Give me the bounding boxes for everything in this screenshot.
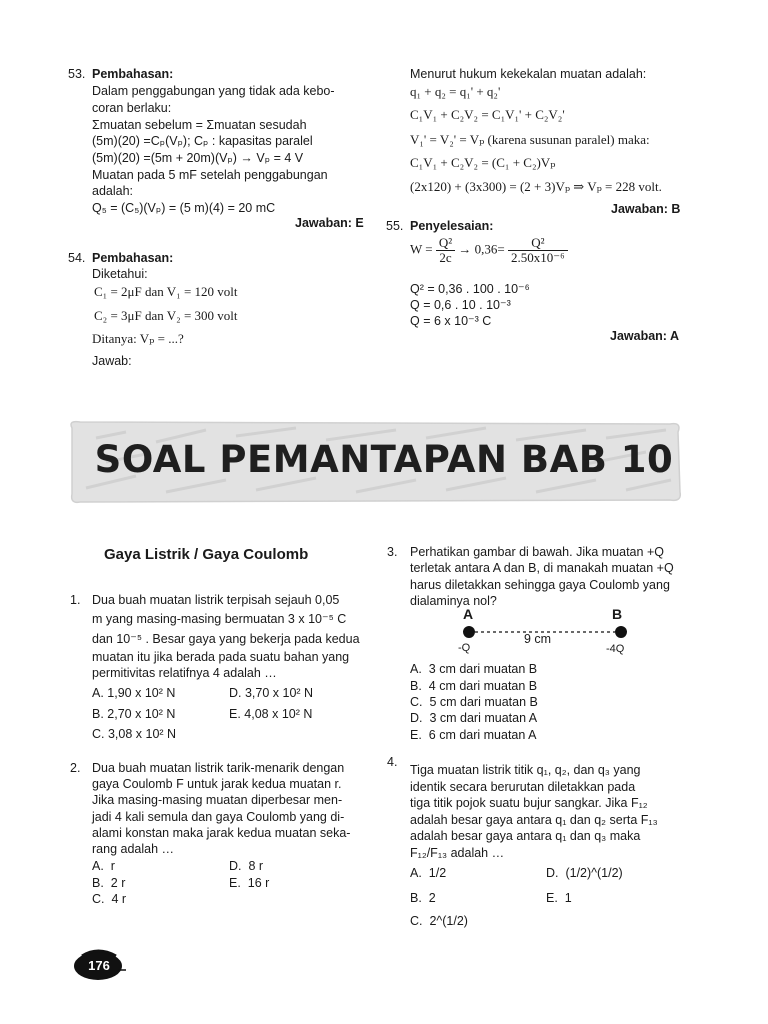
problem-2-line: alami konstan maka jarak kedua muatan seka- <box>92 826 351 840</box>
problem-2-line: Jika masing-masing muatan diperbesar men- <box>92 793 343 807</box>
option-text: 4 cm dari muatan B <box>428 679 538 693</box>
option-key: C. <box>92 892 105 906</box>
option-key: D. <box>229 686 242 700</box>
page-number: 176 <box>88 958 110 973</box>
q55-line: Q = 0,6 . 10 . 10⁻³ <box>410 298 511 312</box>
q55-formula-lhs: W = <box>410 241 433 257</box>
q53-line: coran berlaku: <box>92 101 172 115</box>
q55-fraction-1-den: 2c <box>439 250 452 265</box>
option-text: 2 r <box>110 876 126 890</box>
q54-heading: Pembahasan: <box>92 251 174 265</box>
q53-line: Q₅ = (C₅)(Vₚ) = (5 m)(4) = 20 mC <box>92 201 276 215</box>
problem-2-option[interactable] <box>229 875 269 891</box>
option-text: r <box>110 859 115 873</box>
problem-1-option[interactable] <box>92 706 175 722</box>
banner-title: SOAL PEMANTAPAN BAB 10 <box>94 438 674 481</box>
q53-line: adalah: <box>92 184 134 198</box>
q53-line: (5m)(20) =Cₚ(Vₚ); Cₚ : kapasitas paralel <box>92 134 313 148</box>
problem-3-line: harus diletakkan sehingga gaya Coulomb yang <box>410 578 670 592</box>
q53-number: 53. <box>68 67 86 81</box>
q54-answer: Jawaban: B <box>611 202 681 216</box>
problem-3-option[interactable] <box>410 694 538 710</box>
q55-formula-mid: → 0,36= <box>458 241 505 257</box>
figure-charge-b: -4Q <box>606 643 625 655</box>
problem-2-option[interactable] <box>229 858 263 874</box>
problem-2-line: Dua buah muatan listrik tarik-menarik dengan <box>92 761 345 775</box>
option-text: 4,08 x 10² N <box>244 707 313 721</box>
problem-4-line: Tiga muatan listrik titik q₁, q₂, dan q₃ yang <box>410 763 641 777</box>
option-text: 2,70 x 10² N <box>107 707 176 721</box>
problem-2-line: gaya Coulomb F untuk jarak kedua muatan r. <box>92 777 342 791</box>
q55-heading: Penyelesaian: <box>410 219 494 233</box>
q55-fraction-1 <box>436 236 455 265</box>
problem-4-line: identik secara berurutan diletakkan pada <box>410 780 636 794</box>
problem-1-line: Dua buah muatan listrik terpisah sejauh 0,05 <box>92 593 340 607</box>
option-key: A. <box>92 859 104 873</box>
option-key: A. <box>410 662 422 676</box>
q55-number: 55. <box>386 219 404 233</box>
problem-3-option[interactable] <box>410 710 537 726</box>
option-key: B. <box>410 891 422 905</box>
q55-fraction-2-num: Q² <box>508 236 568 251</box>
q54-step: C₁V₁ + C₂V₂ = C₁V₁' + C₂V₂' <box>410 107 565 122</box>
option-key: D. <box>546 866 559 880</box>
option-key: B. <box>92 876 104 890</box>
q54-step: (2x120) + (3x300) = (2 + 3)Vₚ ⇒ Vₚ = 228 volt. <box>410 179 662 194</box>
option-key: D. <box>229 859 242 873</box>
problem-1-option[interactable] <box>92 726 176 742</box>
problem-4-option[interactable] <box>546 865 623 881</box>
figure-distance: 9 cm <box>524 632 552 646</box>
problem-3-line: Perhatikan gambar di bawah. Jika muatan +Q <box>410 545 664 559</box>
option-key: A. <box>410 866 422 880</box>
q53-heading: Pembahasan: <box>92 67 174 81</box>
problem-3-line: dialaminya nol? <box>410 594 497 608</box>
option-text: 2 <box>428 891 436 905</box>
q55-answer: Jawaban: A <box>610 329 680 343</box>
option-text: 1 <box>564 891 572 905</box>
problem-4-line: adalah besar gaya antara q₁ dan q₂ serta F₁₃ <box>410 813 658 827</box>
option-text: 5 cm dari muatan B <box>429 695 538 709</box>
section-title: Gaya Listrik / Gaya Coulomb <box>104 546 309 563</box>
problem-4-line: tiga titik pojok suatu bujur sangkar. Jika F₁₂ <box>410 796 648 810</box>
q54-asked: Ditanya: Vₚ = ...? <box>92 331 184 346</box>
option-key: E. <box>410 728 422 742</box>
problem-1-line: muatan itu jika berada pada suatu bahan yang <box>92 650 350 664</box>
option-key: C. <box>92 727 105 741</box>
option-text: (1/2)^(1/2) <box>565 866 623 880</box>
q53-line: Muatan pada 5 mF setelah penggabungan <box>92 168 328 182</box>
problem-4-line: adalah besar gaya antara q₁ dan q₃ maka <box>410 829 641 843</box>
problem-2-line: jadi 4 kali semula dan gaya Coulomb yang di- <box>92 810 345 824</box>
q54-given-label: Diketahui: <box>92 267 148 281</box>
q54-step: q₁ + q₂ = q₁' + q₂' <box>410 84 501 99</box>
option-text: 3 cm dari muatan B <box>428 662 538 676</box>
problem-1-line: permitivitas relatifnya 4 adalah … <box>92 666 277 680</box>
option-text: 16 r <box>247 876 270 890</box>
problem-1-option[interactable] <box>92 685 175 701</box>
q53-answer: Jawaban: E <box>295 216 364 230</box>
q55-formula <box>410 236 568 265</box>
problem-2-line: rang adalah … <box>92 842 175 856</box>
problem-2-option[interactable] <box>92 891 126 907</box>
figure-label-a: A <box>463 606 474 622</box>
q54-answer-label: Jawab: <box>92 354 132 368</box>
figure-charge-a: -Q <box>458 642 471 654</box>
problem-3-number: 3. <box>387 545 398 559</box>
q54-intro: Menurut hukum kekekalan muatan adalah: <box>410 67 647 81</box>
problem-1-option[interactable] <box>229 685 313 701</box>
q55-line: Q = 6 x 10⁻³ C <box>410 314 492 328</box>
option-text: 3,70 x 10² N <box>244 686 314 700</box>
problem-4-option[interactable] <box>410 913 468 929</box>
q54-number: 54. <box>68 251 86 265</box>
option-key: C. <box>410 914 423 928</box>
problem-3-option[interactable] <box>410 727 536 743</box>
problem-3-line: terletak antara A dan B, di manakah muatan +Q <box>410 561 674 575</box>
option-text: 2^(1/2) <box>429 914 468 928</box>
problem-4-line: F₁₂/F₁₃ adalah … <box>410 846 505 860</box>
option-text: 1/2 <box>428 866 447 880</box>
option-text: 6 cm dari muatan A <box>428 728 537 742</box>
option-key: B. <box>410 679 422 693</box>
problem-4-number: 4. <box>387 755 398 769</box>
problem-1-line: m yang masing-masing bermuatan 3 x 10⁻⁵ C <box>92 612 347 626</box>
problem-4-option[interactable] <box>410 865 446 881</box>
option-key: C. <box>410 695 423 709</box>
q54-given: C₂ = 3μF dan V₂ = 300 volt <box>94 308 238 323</box>
option-key: E. <box>229 707 241 721</box>
q55-fraction-1-num: Q² <box>436 236 455 251</box>
option-text: 4 r <box>111 892 127 906</box>
q53-line: (5m)(20) =(5m + 20m)(Vₚ) → Vₚ = 4 V <box>92 151 304 165</box>
problem-2-number: 2. <box>70 761 81 775</box>
option-text: 3,08 x 10² N <box>107 727 177 741</box>
option-text: 3 cm dari muatan A <box>429 711 538 725</box>
q53-line: Σmuatan sebelum = Σmuatan sesudah <box>92 118 307 132</box>
problem-3-option[interactable] <box>410 661 537 677</box>
problem-1-line: dan 10⁻⁵ . Besar gaya yang bekerja pada kedua <box>92 632 360 646</box>
q54-step: V₁' = V₂' = Vₚ (karena susunan paralel) maka: <box>410 132 650 147</box>
q55-fraction-2-den: 2.50x10⁻⁶ <box>511 250 565 265</box>
option-key: E. <box>546 891 558 905</box>
q54-step: C₁V₁ + C₂V₂ = (C₁ + C₂)Vₚ <box>410 155 556 170</box>
problem-2-option[interactable] <box>92 858 115 874</box>
problem-2-option[interactable] <box>92 875 125 891</box>
problem-4-option[interactable] <box>546 890 572 906</box>
problem-1-number: 1. <box>70 593 81 607</box>
option-key: A. <box>92 686 104 700</box>
option-text: 1,90 x 10² N <box>107 686 176 700</box>
problem-1-option[interactable] <box>229 706 312 722</box>
q55-line: Q² = 0,36 . 100 . 10⁻⁶ <box>410 282 530 296</box>
option-key: D. <box>410 711 423 725</box>
figure-label-b: B <box>612 606 623 622</box>
q55-fraction-2 <box>508 236 568 265</box>
option-text: 8 r <box>248 859 264 873</box>
option-key: B. <box>92 707 104 721</box>
q54-given: C₁ = 2μF dan V₁ = 120 volt <box>94 284 238 299</box>
q53-line: Dalam penggabungan yang tidak ada kebo- <box>92 84 335 98</box>
problem-4-option[interactable] <box>410 890 436 906</box>
problem-3-option[interactable] <box>410 678 537 694</box>
option-key: E. <box>229 876 241 890</box>
